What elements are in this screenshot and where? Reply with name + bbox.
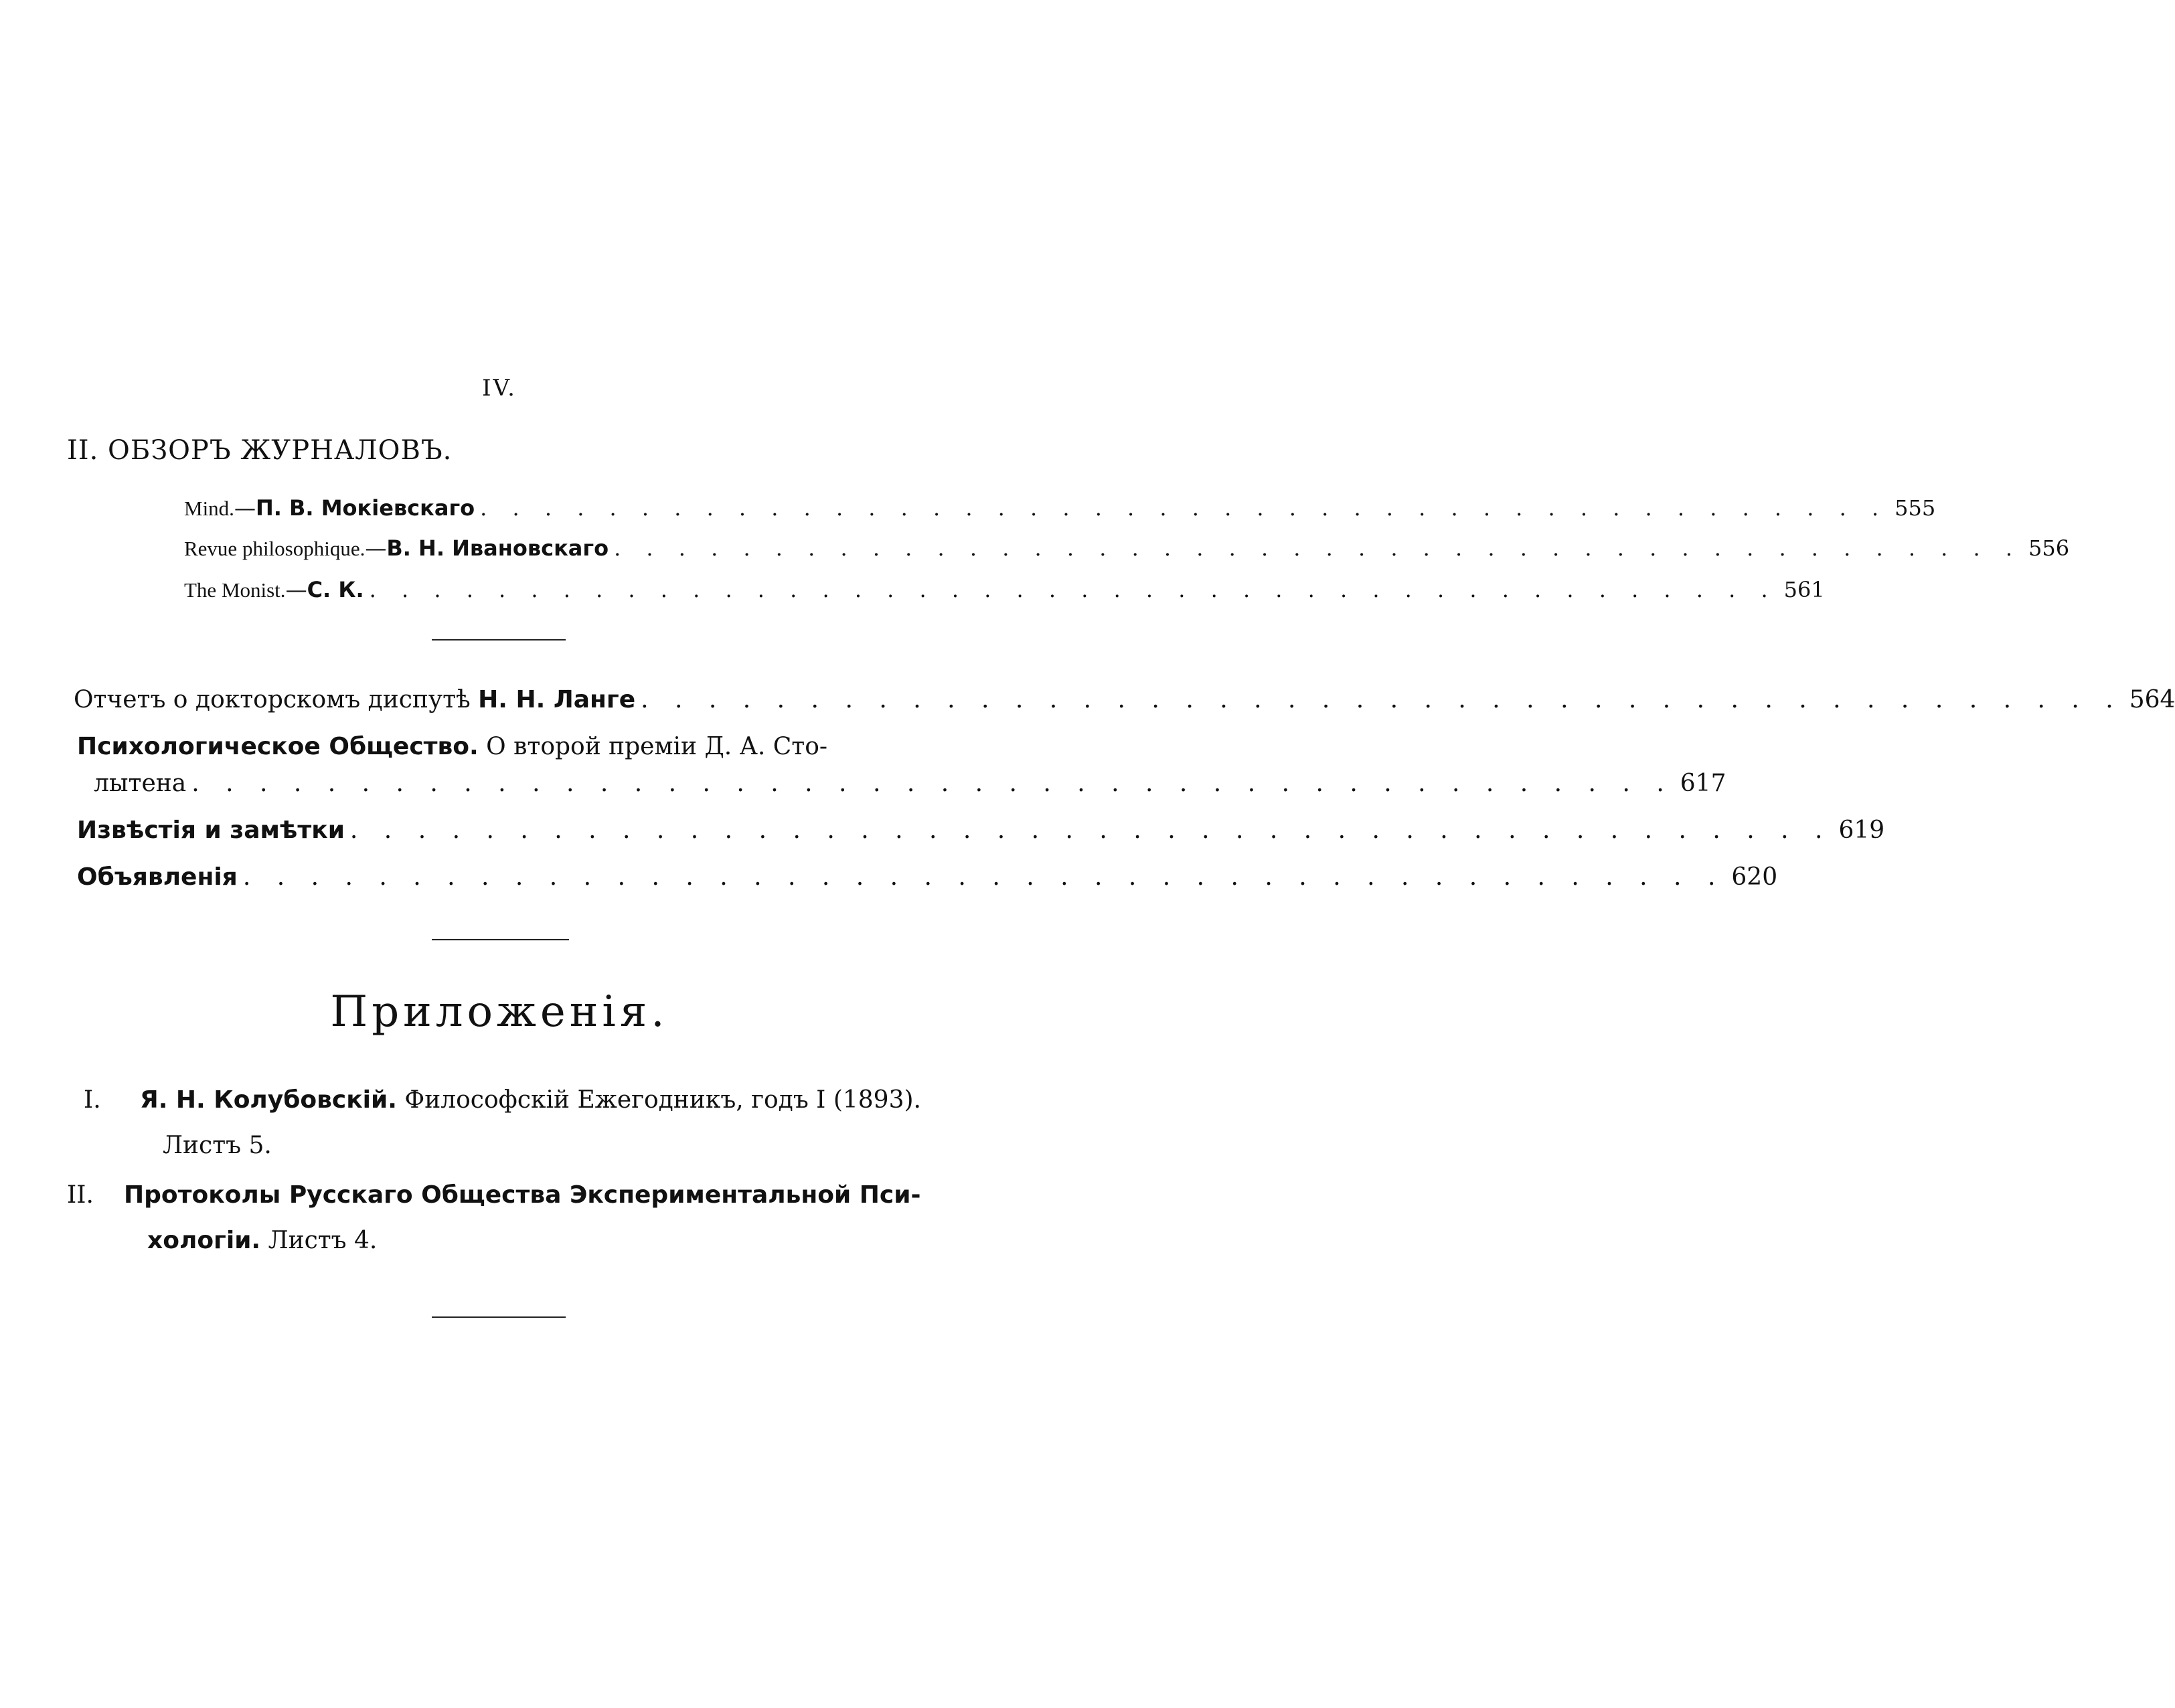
entry-text: Отчетъ о докторскомъ диспутѣ (74, 686, 471, 713)
appendix-number: I. (84, 1086, 101, 1114)
appendix-text (124, 1173, 920, 1218)
entry-text: лытена (94, 770, 187, 797)
leader-dots: . . . . . . . . . . . . . . . . . . . . . . . . . . . . . . . . . . . . . . . . . . . . (369, 577, 1777, 602)
journal-name: Mind. (184, 497, 234, 520)
leader-dots: . . . . . . . . . . . . . . . . . . . . . . . . . . . . . . . . . . . . . . . . . . . . (242, 863, 1725, 891)
page-ref: 619 (1838, 817, 1885, 844)
divider-rule (432, 639, 566, 640)
toc-entry-revue-philosophique (184, 535, 2070, 561)
appendix-title-cont: хологіи. (147, 1227, 261, 1254)
toc-entry-society-line2 (94, 770, 1726, 797)
toc-entry-society-line1 (77, 733, 937, 760)
toc-entry-monist (184, 577, 1825, 602)
appendices-title: Приложенія. (330, 987, 669, 1037)
entry-title: Извѣстія и замѣтки (77, 817, 345, 844)
toc-entry-ads (77, 863, 1778, 891)
toc-entry-mind (184, 495, 1936, 521)
dash: — (234, 495, 256, 521)
entry-text: О второй преміи Д. А. Сто- (486, 733, 828, 760)
divider-rule (432, 1316, 566, 1318)
appendix-title: Протоколы Русскаго Общества Экспериментальной Пси- (124, 1181, 921, 1209)
dash: — (365, 535, 387, 561)
leader-dots: . . . . . . . . . . . . . . . . . . . . . . . . . . . . . . . . . . . . . . . . . . . . (614, 535, 2022, 561)
appendix-number: II. (67, 1181, 94, 1209)
page-ref: 561 (1783, 577, 1825, 602)
appendix-item-1 (84, 1078, 937, 1171)
page-ref: 556 (2028, 535, 2070, 561)
page-number: IV. (482, 375, 517, 402)
page-ref: 555 (1895, 495, 1936, 521)
appendix-sheet: Листъ 4. (268, 1227, 378, 1254)
leader-dots: . . . . . . . . . . . . . . . . . . . . . . . . . . . . . . . . . . . . . . . . . . . . (191, 770, 1674, 797)
appendix-author: Я. Н. Колубовскій. (140, 1086, 397, 1114)
journal-name: The Monist. (184, 578, 286, 602)
entry-title: Объявленія (77, 863, 238, 891)
review-author: В. Н. Ивановскаго (386, 535, 609, 561)
appendix-title: Философскій Ежегодникъ, годъ I (1893). (404, 1086, 921, 1114)
appendix-continuation (147, 1218, 377, 1264)
appendix-continuation: Листъ 5. (163, 1132, 272, 1159)
leader-dots: . . . . . . . . . . . . . . . . . . . . . . . . . . . . . . . . . . . . . . . . . . . . (480, 495, 1888, 521)
review-author: П. В. Мокіевскаго (255, 495, 475, 521)
leader-dots: . . . . . . . . . . . . . . . . . . . . . . . . . . . . . . . . . . . . . . . . . . . . (349, 817, 1832, 844)
appendix-text (140, 1078, 921, 1123)
review-author: С. К. (307, 577, 364, 602)
appendix-item-2 (67, 1173, 937, 1266)
journal-name: Revue philosophique. (184, 537, 366, 560)
section-heading: II. ОБЗОРЪ ЖУРНАЛОВЪ. (67, 435, 453, 466)
entry-person: Н. Н. Ланге (478, 686, 636, 713)
page-ref: 564 (2129, 686, 2175, 713)
divider-rule (432, 939, 569, 940)
entry-title: Психологическое Общество. (77, 733, 479, 760)
toc-entry-news (77, 817, 1885, 844)
page-ref: 620 (1731, 863, 1778, 891)
toc-entry-report (74, 686, 2175, 713)
leader-dots: . . . . . . . . . . . . . . . . . . . . . . . . . . . . . . . . . . . . . . . . . . . . (641, 686, 2123, 713)
page-ref: 617 (1680, 770, 1726, 797)
dash: — (285, 577, 307, 602)
